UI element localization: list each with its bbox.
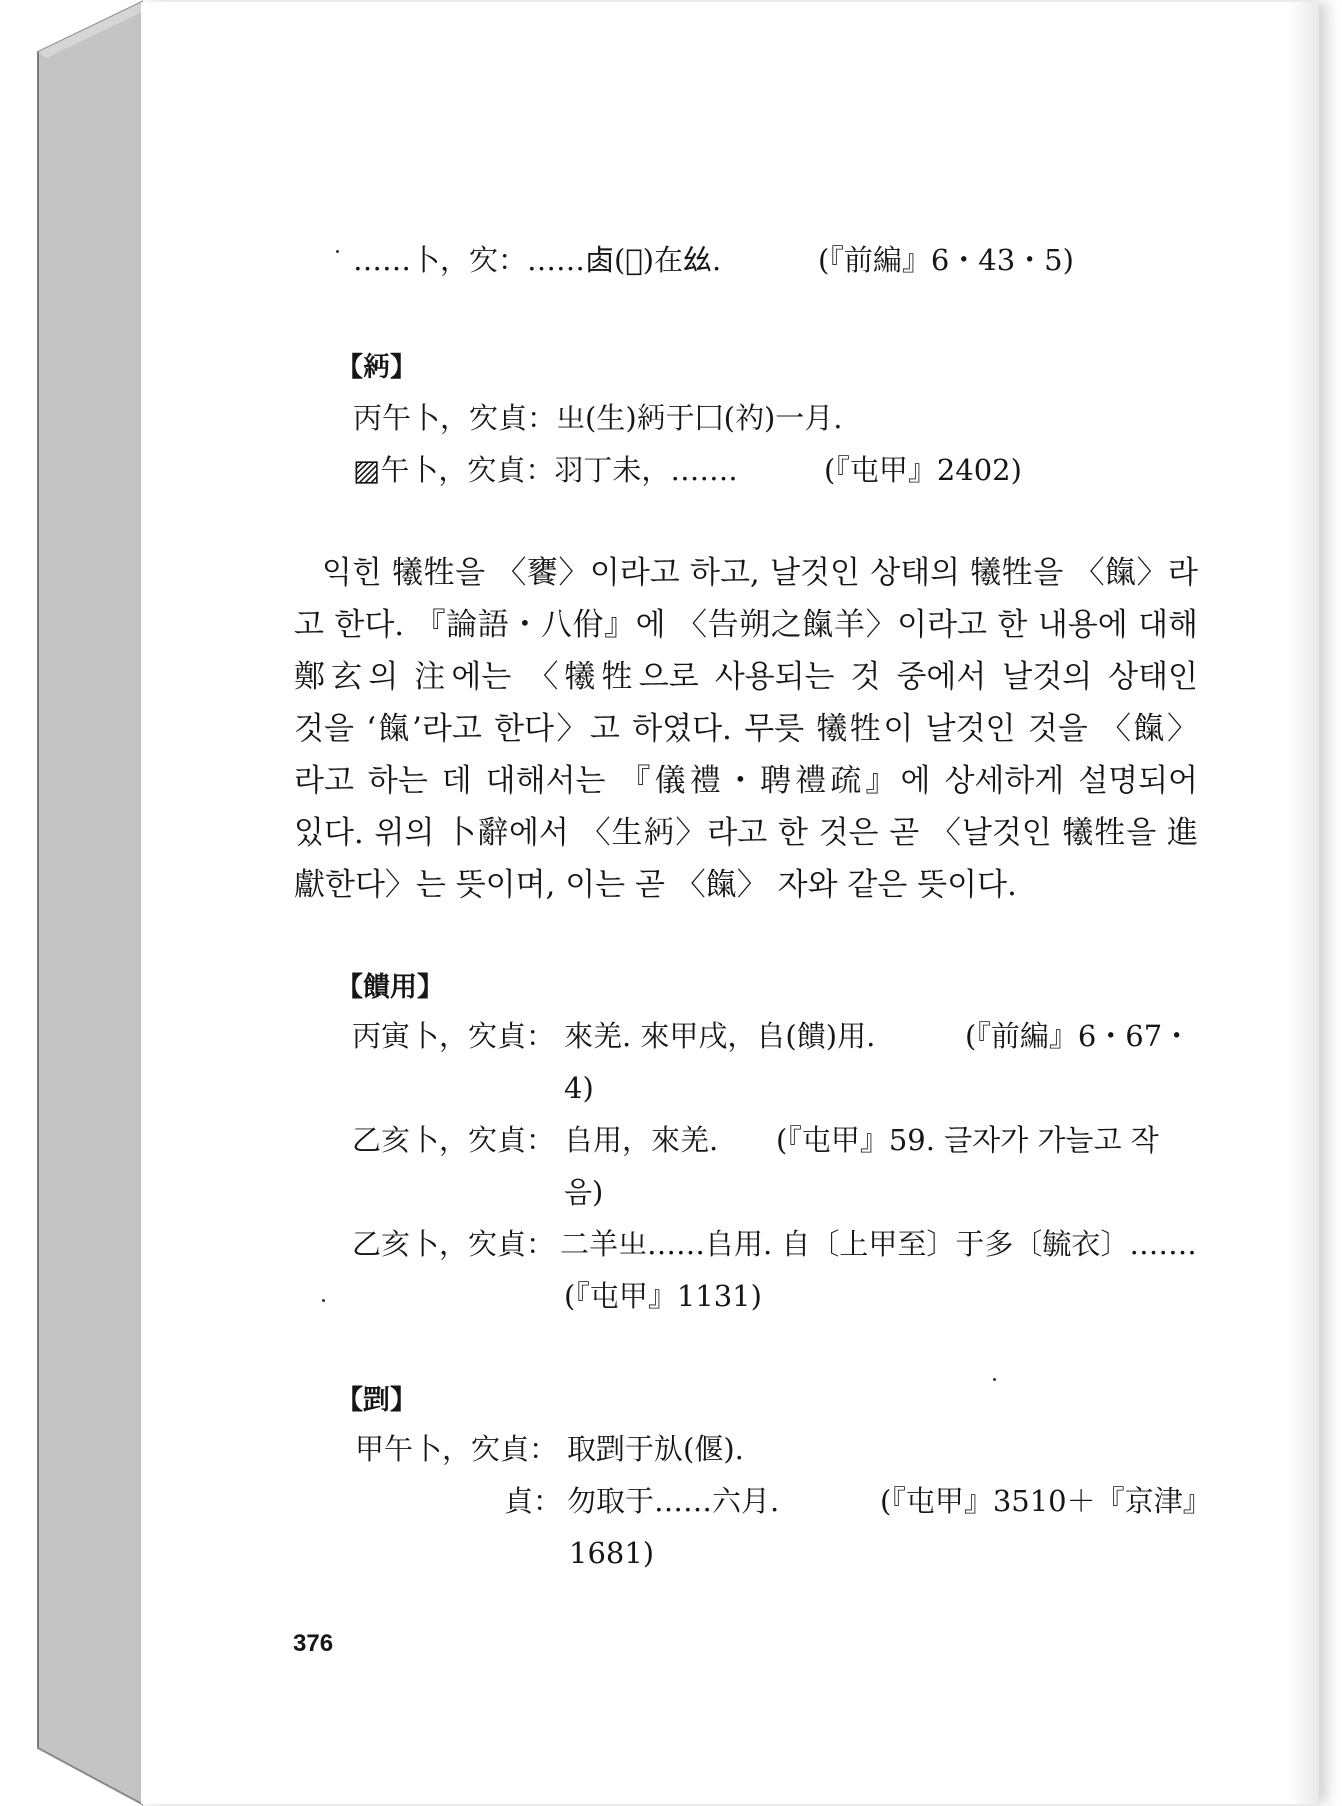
- entry-line: 二羊㞢……𠂤用. 自〔上甲至〕于多〔毓衣〕…….: [560, 1227, 1197, 1261]
- paragraph-line: 있다. 위의 卜辭에서 〈生𥾝〉라고 한 것은 곧 〈날것인 犧牲을 進: [294, 815, 1198, 851]
- source-continuation: 1681): [569, 1536, 655, 1570]
- entry-label: 乙亥卜，㝌貞：: [352, 1227, 556, 1261]
- page-edge-shadow: [1289, 2, 1319, 1804]
- paragraph-line: 고 한다. 『論語・八佾』에 〈告朔之餼羊〉이라고 한 내용에 대해: [294, 607, 1198, 643]
- inscription-text: ……卜，㝌：……𠧪(𦍠)在𢆶.: [353, 243, 722, 277]
- entry-label: 甲午卜，㝌貞：: [355, 1432, 559, 1466]
- entry-line: 來羌. 來甲戌，𠂤(饋)用.: [564, 1019, 876, 1053]
- source-citation: (『屯甲』59. 글자가 가늘고 작: [776, 1123, 1159, 1157]
- entry-label: 丙寅卜，㝌貞：: [352, 1019, 556, 1053]
- source-citation: (『屯甲』3510＋『京津』: [880, 1484, 1212, 1518]
- section-heading: 【㓻】: [336, 1385, 417, 1416]
- entry-line: 𠂤用，來羌.: [564, 1123, 719, 1157]
- source-citation: (『屯甲』2402): [824, 453, 1022, 487]
- book-spine: [0, 0, 150, 1806]
- section-heading: 【饋用】: [336, 972, 444, 1003]
- section-heading: 【𥾝】: [336, 352, 417, 383]
- source-citation: (『前編』6・67・: [965, 1019, 1192, 1053]
- paragraph-line: 라고 하는 데 대해서는 『儀禮・聘禮疏』에 상세하게 설명되어: [294, 763, 1198, 799]
- source-continuation: 4): [564, 1071, 594, 1105]
- scan-speck: [322, 1299, 325, 1302]
- entry-line: ▨午卜，㝌貞：羽丁未，…….: [353, 453, 738, 487]
- scan-speck: [336, 250, 339, 253]
- entry-line: 丙午卜，㝌貞：㞢(生)𥾝于囗(礿)一月.: [353, 401, 843, 435]
- entry-label: 乙亥卜，㝌貞：: [352, 1123, 556, 1157]
- page-number: 376: [293, 1630, 334, 1657]
- paragraph-line: 것을 ‘餼’라고 한다〉고 하였다. 무릇 犧牲이 날것인 것을 〈餼〉: [294, 711, 1198, 747]
- paragraph-line: 獻한다〉는 뜻이며, 이는 곧 〈餼〉 자와 같은 뜻이다.: [294, 867, 1017, 903]
- paragraph-line: 익힌 犧牲을 〈饔〉이라고 하고, 날것인 상태의 犧牲을 〈餼〉라: [322, 555, 1198, 591]
- entry-line: [353, 240, 721, 280]
- entry-line: 勿取于……六月.: [567, 1484, 780, 1518]
- paragraph-line: 鄭玄의 注에는 〈犧牲으로 사용되는 것 중에서 날것의 상태인: [294, 659, 1198, 695]
- source-citation: (『前編』6・43・5): [818, 243, 1074, 277]
- source-continuation: 음): [564, 1175, 604, 1209]
- scan-speck: [993, 1378, 996, 1381]
- entry-label: 貞：: [504, 1484, 563, 1518]
- entry-line: 取㓻于㫃(偃).: [567, 1432, 744, 1466]
- source-continuation: (『屯甲』1131): [564, 1279, 762, 1313]
